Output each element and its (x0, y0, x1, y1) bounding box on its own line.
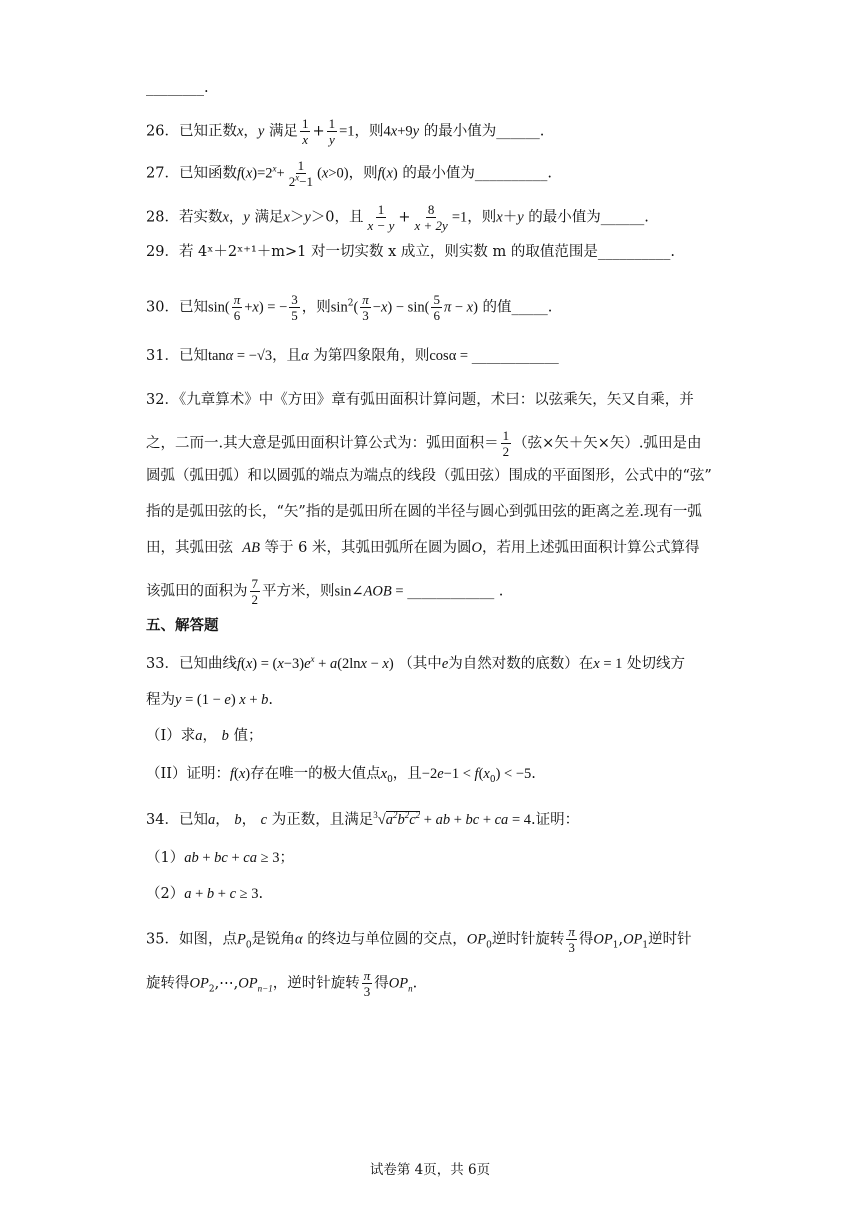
q29-text: 29．若 4ˣ＋2ˣ⁺¹＋m>1 对一切实数 x 成立，则实数 m 的取值范围是 (146, 244, 598, 260)
fraction: $\frac{\pi}{3}$ (362, 292, 369, 323)
q32-text: （弦×矢＋矢×矢）.弧田是由 (513, 435, 702, 452)
q28-text: 满足 (254, 209, 284, 226)
question-34-part1: （1）ab + bc + ca ≥ 3； (146, 850, 294, 866)
question-30: 30．已知sin( $\frac{\pi}{6}$ +x) = − $\frac{3}{5}$ ，则$\sin^2$( $\frac{\pi}{3}$ −x) − sin( $\frac{5}{6}$ π − x) 的值_____. (146, 292, 553, 323)
fraction: $\frac{\pi}{3}$ (568, 924, 575, 955)
q33-text: 为自然对数的底数）在 (448, 656, 594, 672)
q31-text: 为第四象限角，则 (313, 348, 430, 364)
question-35-line2: 旋转得$OP_2,\cdots,OP_{n-1}$，逆时针旋转 $\frac{\pi}{3}$ 得$OP_n$. (146, 968, 418, 999)
q32-text: 该弧田的面积为 (146, 583, 248, 600)
fraction: $\frac{3}{5}$ (291, 292, 298, 323)
answer-blank: ____________ (471, 348, 559, 364)
q33-text: 存在唯一的极大值点 (250, 766, 381, 782)
q34-text: .证明： (531, 812, 580, 828)
question-33: 33．已知曲线$f(x) = (x-3)e^x + a(2\ln x - x)$ （其中e为自然对数的底数）在x = 1 处切线方 (146, 654, 685, 672)
q32-text: ，若用上述弧田面积计算公式算得 (481, 540, 700, 556)
fraction: $\frac{5}{6}$ (433, 292, 440, 323)
q35-text: 旋转得 (146, 975, 190, 992)
question-33-line2: 程为y = (1 − e) x + b. (146, 692, 274, 708)
q32-line5: 田，其弧田弦 AB 等于 6 米，其弧田弧所在圆为圆O，若用上述弧田面积计算公式算得 (146, 540, 700, 556)
fraction: $\frac{1}{y}$ (328, 116, 336, 147)
q30-text: ，则 (301, 299, 331, 316)
q27-text: 的最小值为 (402, 165, 475, 182)
fraction: $\frac{1}{x - y}$ (367, 202, 395, 233)
q26-text: ，则 (354, 123, 384, 140)
q35-text: ，逆时针旋转 (272, 975, 360, 992)
q26-prefix: 26．已知正数 (146, 123, 237, 140)
q33-prefix: 33．已知曲线 (146, 656, 237, 672)
q33-text: 值； (233, 728, 263, 744)
question-35: 35．如图，点$P_0$是锐角α 的终边与单位圆的交点，$OP_0$逆时针旋转 $\frac{\pi}{3}$ 得$OP_1,OP_1$逆时针 (146, 924, 692, 955)
q35-prefix: 35．如图，点 (146, 931, 237, 948)
q26-text: 满足 (268, 123, 298, 140)
question-31: 31．已知tanα = −√3，且α 为第四象限角，则cosα = ____________ (146, 348, 559, 364)
q31-text: ，且 (272, 348, 302, 364)
question-33-part2: （II）证明：f(x)存在唯一的极大值点$x_0$，且$-2e-1 < f(x_0) < -5$. (146, 766, 536, 785)
q33-text: 处切线方 (626, 656, 685, 672)
q32-text: 平方米，则 (262, 583, 335, 600)
q26-text: 的最小值为 (423, 123, 497, 140)
q30-text: 的值 (482, 299, 512, 316)
q34-text: （2） (146, 886, 185, 902)
question-34: 34．已知a， b， c 为正数，且满足$^3√a^2b^2c^2$ + ab + bc + ca = 4.证明： (146, 810, 580, 828)
q28-text: ，且 (334, 209, 364, 226)
q32-text: 田，其弧田弦 (146, 540, 233, 556)
q25-tail-blank: ________. (146, 80, 209, 96)
question-34-part2: （2）a + b + c ≥ 3. (146, 886, 264, 902)
q33-text: （I）求 (146, 728, 196, 744)
q35-text: 得 (374, 975, 389, 992)
fraction: $\frac{1}{x}$ (301, 116, 309, 147)
q35-text: 逆时针 (648, 931, 692, 948)
q33-text: 程为 (146, 692, 175, 708)
fraction: $\frac{\pi}{3}$ (363, 968, 371, 999)
q28-prefix: 28．若实数 (146, 209, 223, 226)
q35-text: 得 (578, 931, 594, 948)
q32-text: 等于 6 米，其弧田弧所在圆为圆 (264, 540, 472, 556)
q32-line3: 圆弧（弧田弧）和以圆弧的端点为端点的线段（弧田弦）围成的平面图形，公式中的“弦” (146, 468, 712, 484)
q32-line6: 该弧田的面积为 $\frac{7}{2}$ 平方米，则sin∠AOB = ____________ . (146, 576, 504, 607)
q35-text: 是锐角 (251, 931, 296, 948)
answer-blank: ______. (600, 209, 649, 226)
q35-text: 的终边与单位圆的交点， (307, 931, 467, 948)
answer-blank: ______. (496, 123, 545, 140)
q28-text: 的最小值为 (528, 209, 601, 226)
answer-blank: __________. (474, 165, 552, 182)
q34-text: （1） (146, 850, 185, 866)
fraction: $\frac{7}{2}$ (251, 576, 258, 607)
section-heading: 五、解答题 (146, 617, 219, 634)
q32-line1: 32．《九章算术》中《方田》章有弧田面积计算问题，术曰：以弦乘矢，矢又自乘，并 (146, 392, 694, 408)
page-footer: 试卷第 4页，共 6页 (369, 1162, 491, 1178)
q34-text: 为正数，且满足 (271, 812, 374, 828)
answer-blank: _____. (511, 299, 553, 316)
answer-blank: __________. (597, 244, 675, 260)
fraction: $\frac{8}{x + 2y}$ (414, 202, 448, 233)
q32-line4: 指的是弧田弦的长，“矢”指的是弧田所在圆的半径与圆心到弧田弦的距离之差.现有一弧 (146, 504, 702, 520)
q31-prefix: 31．已知 (146, 348, 208, 364)
q30-prefix: 30．已知 (146, 299, 208, 316)
q35-text: 逆时针旋转 (491, 931, 565, 948)
q33-text: （其中 (398, 656, 442, 672)
q34-prefix: 34．已知 (146, 812, 208, 828)
q32-line2 (146, 428, 702, 459)
question-26: 26．已知正数x，y 满足 $\frac{1}{x}$ + $\frac{1}{y}$ =1，则4x+9y 的最小值为______. (146, 116, 545, 147)
question-27: 27．已知函数$f(x)=2^x+$ $\frac{1}{2^x-1}$ (x>0)，则f(x) 的最小值为__________. (146, 158, 552, 189)
question-28: 28．若实数x，y 满足x＞y＞0，且 $\frac{1}{x - y}$ + $\frac{8}{x + 2y}$ =1，则x＋y 的最小值为______. (146, 202, 649, 233)
fraction: $\frac{1}{2^x-1}$ (288, 158, 314, 189)
fraction: $\frac{\pi}{6}$ (233, 292, 241, 323)
fraction: $\frac{1}{2}$ (502, 428, 510, 459)
q33-text: （II）证明： (146, 766, 230, 782)
question-33-part1: （I）求a， b 值； (146, 728, 263, 744)
answer-blank: ____________ . (407, 583, 504, 600)
q27-prefix: 27．已知函数 (146, 165, 237, 182)
q27-text: ，则 (348, 165, 378, 182)
q28-text: ，则 (467, 209, 497, 226)
q32-text: 之，二而一.其大意是弧田面积计算公式为：弧田面积＝ (146, 435, 499, 452)
q33-text: ，且 (392, 766, 422, 782)
question-29 (146, 242, 675, 262)
